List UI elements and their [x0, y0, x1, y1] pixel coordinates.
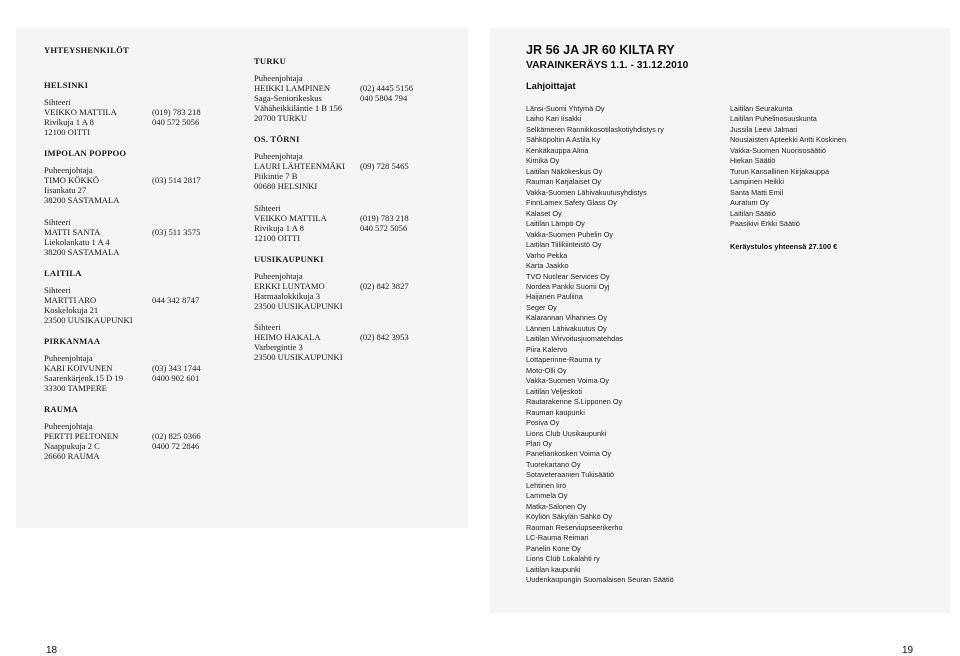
contact-line-text: Naappukuja 2 C — [44, 440, 100, 451]
section-title: TURKU — [254, 56, 287, 66]
contact-line-text: Varbergintie 3 — [254, 342, 303, 352]
contacts-column-1 — [44, 80, 244, 461]
donor-item: Vakka-Suomen Puhelin Oy — [526, 229, 614, 239]
donor-item: Varho Pekka — [526, 250, 568, 260]
title-spacer — [254, 264, 454, 271]
contact-line — [44, 185, 244, 195]
contact-line-text: VEIKKO MATTILA — [254, 212, 327, 223]
contact-line — [254, 171, 454, 181]
title-spacer — [44, 278, 244, 285]
contact-line — [44, 107, 244, 117]
donor-item: Plari Oy — [526, 439, 552, 448]
donor-item: Kalaset Oy — [526, 208, 562, 218]
contact-phone: 0400 72 2846 — [152, 440, 200, 451]
contact-line-text: HEIMO HAKALA — [254, 332, 321, 342]
contact-phone: (019) 783 218 — [152, 107, 201, 117]
contact-line-text: TIMO KÖKKÖ — [44, 175, 100, 185]
contact-line — [254, 301, 454, 311]
contact-section — [44, 148, 244, 257]
contact-line-text: 23500 UUSIKAUPUNKI — [254, 352, 343, 362]
contact-line-text: Koskelokuja 21 — [44, 304, 99, 315]
contact-block — [254, 271, 454, 311]
section-spacer — [44, 257, 244, 268]
contact-phone: (09) 728 5465 — [360, 161, 409, 171]
contact-line-text: 38200 SASTAMALA — [44, 246, 120, 257]
donor-item: Selkämeren Rannikkosotilaskotiyhdistys ry — [526, 124, 664, 134]
contact-line — [44, 237, 244, 247]
donor-item: Moto-Olli Oy — [526, 365, 567, 375]
contact-line — [44, 195, 244, 205]
title-spacer — [254, 144, 454, 151]
contact-block — [44, 421, 244, 461]
section-spacer — [254, 243, 454, 254]
donor-item: Santa Matti Emil — [730, 187, 784, 197]
donor-item: Piira Kalervo — [526, 344, 568, 354]
section-spacer — [44, 325, 244, 336]
donor-item: TVO Nuclear Services Oy — [526, 271, 610, 281]
contact-role: Puheenjohtaja — [254, 73, 303, 83]
donor-item: Panelin Kone Oy — [526, 543, 581, 553]
contact-phone: 040 572 5056 — [360, 222, 408, 233]
block-spacer — [44, 205, 244, 217]
donor-item: Laitilan Säätiö — [730, 208, 776, 218]
block-spacer — [254, 191, 454, 203]
contact-line — [254, 161, 454, 171]
contact-line — [254, 213, 454, 223]
contact-line-text: 38200 SASTAMALA — [44, 195, 120, 205]
contact-block — [44, 97, 244, 137]
donor-item: Auratum Oy — [730, 198, 769, 208]
donor-item: Laitilan Puhelinosuuskunta — [730, 114, 817, 124]
contact-line — [44, 175, 244, 185]
contact-block — [44, 217, 244, 257]
block-spacer — [254, 311, 454, 323]
page-number-left: 18 — [46, 645, 58, 656]
contact-role: Sihteeri — [44, 284, 71, 295]
donor-item: Lions Club Lokalahti ry — [526, 554, 600, 564]
contact-line-text: 00680 HELSINKI — [254, 181, 318, 191]
contact-line — [254, 342, 454, 352]
contact-line-text: 23500 UUSIKAUPUNKI — [44, 314, 133, 325]
contacts-heading: YHTEYSHENKILÖT — [44, 45, 129, 55]
donor-item: Karta Jaakko — [526, 261, 569, 271]
contact-section — [44, 268, 244, 325]
contact-phone: (02) 825 0366 — [152, 430, 201, 441]
donor-item: Kalarannan Vihannes Oy — [526, 313, 607, 323]
contact-line-text: 12100 OITTI — [254, 232, 301, 243]
contact-line-text: Saarenkärjenk.15 D 19 — [44, 372, 123, 383]
contact-block — [44, 165, 244, 205]
donor-item: Laiho Kari Iisakki — [526, 114, 582, 124]
contact-line-text: 20700 TURKU — [254, 113, 308, 123]
contact-line — [254, 291, 454, 301]
donor-item: Laitilan kaupunki — [526, 564, 581, 574]
fundraising-total: Keräystulos yhteensä 27.100 € — [730, 242, 838, 251]
contact-phone: (03) 514 2817 — [152, 175, 201, 185]
contact-line-text: Piikintie 7 B — [254, 171, 298, 181]
contact-line-text: Vähäheikkiläntie 1 B 156 — [254, 103, 343, 113]
section-spacer — [44, 137, 244, 148]
title-spacer — [44, 158, 244, 165]
donor-item: Lehtinen Iiro — [526, 480, 567, 490]
contact-block — [254, 322, 454, 362]
donor-item: Lottaperinne-Rauma ry — [526, 355, 601, 365]
donor-item: Lions Club Uusikaupunki — [526, 428, 607, 438]
donor-item: Laitilan Veljeskoti — [526, 386, 582, 396]
contact-section — [44, 80, 244, 137]
donor-item: Vakka-Suomen Nuorisosäätiö — [730, 145, 826, 155]
donor-item: FinnLamex Safety Glass Oy — [526, 198, 617, 208]
donor-item: Rauman kaupunki — [526, 407, 585, 417]
contact-line — [44, 363, 244, 373]
donors-heading: Lahjoittajat — [526, 81, 576, 91]
contact-line-text: HEIKKI LAMPINEN — [254, 83, 331, 93]
donor-item: Laitilan Näkökeskus Oy — [526, 166, 603, 176]
fundraising-subtitle: VARAINKERÄYS 1.1. - 31.12.2010 — [526, 60, 689, 71]
donor-item: Sotaveteraanien Tukisäätiö — [526, 470, 615, 480]
contact-block — [44, 353, 244, 393]
contact-line — [44, 295, 244, 305]
contact-line — [44, 451, 244, 461]
contact-line — [44, 315, 244, 325]
contact-line — [44, 247, 244, 257]
contact-line — [44, 305, 244, 315]
contact-line-text: 23500 UUSIKAUPUNKI — [254, 300, 343, 311]
contact-role: Sihteeri — [44, 216, 71, 227]
donor-item: Laitilan Seurakunta — [730, 104, 793, 113]
donor-item: Lännen Lähivakuutus Oy — [526, 323, 607, 333]
contact-section — [254, 56, 454, 123]
donor-item: Lammela Oy — [526, 491, 568, 501]
contact-line — [254, 352, 454, 362]
contact-phone: 040 5804 794 — [360, 93, 408, 103]
contact-line-text: Saga-Seniorikeskus — [254, 93, 322, 103]
donor-item: Laitilan Lämpö Oy — [526, 219, 585, 229]
donor-item: Kenkäkauppa Alina — [526, 145, 589, 155]
donor-item: Paneliankosken Voima Oy — [526, 449, 612, 459]
contact-line — [254, 113, 454, 123]
donor-item: Rauman Karjalaiset Oy — [526, 177, 602, 187]
contact-line-text: Rivikuja 1 A 8 — [44, 117, 94, 127]
donor-item: Kimika Oy — [526, 156, 560, 166]
contact-role: Sihteeri — [254, 322, 281, 332]
contact-line — [254, 103, 454, 113]
contact-line — [44, 117, 244, 127]
contact-block — [44, 285, 244, 325]
donor-item: Sähköpoltin A Astila Ky — [526, 135, 601, 145]
donor-item: Nousiaisten Apteekki Antti Koskinen — [730, 135, 847, 145]
contact-line-text: 12100 OITTI — [44, 127, 91, 137]
donor-item: Jussila Leevi Jalmari — [730, 124, 798, 134]
contact-line-text: VEIKKO MATTILA — [44, 107, 117, 117]
contact-line-text: Harmaalokkikuja 3 — [254, 290, 321, 301]
contact-line-text: 33300 TAMPERE — [44, 382, 107, 393]
section-title: HELSINKI — [44, 80, 89, 90]
section-title: IMPOLAN POPPOO — [44, 148, 127, 158]
contact-role: Puheenjohtaja — [44, 165, 93, 175]
contact-section — [44, 404, 244, 461]
donor-item: Vakka-Suomen Lähivakuutusyhdistys — [526, 187, 647, 197]
contact-line — [44, 431, 244, 441]
contact-phone: (03) 343 1744 — [152, 362, 201, 373]
title-spacer — [44, 346, 244, 353]
contact-phone: (02) 842 3827 — [360, 280, 409, 291]
contact-line — [254, 332, 454, 342]
title-spacer — [44, 414, 244, 421]
donor-item: Vakka-Suomen Voima Oy — [526, 376, 610, 386]
contact-section — [44, 336, 244, 393]
contact-line-text: ERKKI LUNTAMO — [254, 280, 325, 291]
contact-line-text: KARI KOIVUNEN — [44, 362, 113, 373]
donor-item: Uudenkaupungin Suomalaisen Seuran Säätiö — [526, 575, 674, 585]
page-number-right: 19 — [902, 645, 914, 656]
section-title: OS. TÖRNI — [254, 134, 300, 144]
contact-line-text: 26660 RAUMA — [44, 450, 100, 461]
donor-item: Matka-Salonen Oy — [526, 501, 587, 511]
contact-phone: (02) 842 3953 — [360, 332, 409, 342]
contact-line — [254, 83, 454, 93]
contact-phone: (03) 511 3575 — [152, 226, 201, 237]
contact-section — [254, 254, 454, 363]
contact-phone: 044 342 8747 — [152, 294, 200, 305]
donor-item: LC-Rauma Reimari — [526, 533, 589, 543]
donor-item: Hiekan Säätiö — [730, 156, 776, 166]
contact-line-text: Liekolankatu 1 A 4 — [44, 236, 110, 247]
contact-line — [254, 281, 454, 291]
donor-list-column-2 — [730, 104, 846, 230]
contact-line — [254, 223, 454, 233]
donor-list-column-1 — [526, 104, 674, 586]
contact-phone: 0400 902 601 — [152, 372, 200, 383]
title-spacer — [254, 66, 454, 73]
contact-line-text: LAURI LÄHTEENMÄKI — [254, 161, 345, 171]
contact-line — [44, 373, 244, 383]
donor-item: Tuorekartano Oy — [526, 459, 581, 469]
contact-block — [254, 151, 454, 191]
donor-item: Turun Kansallinen Kirjakauppa — [730, 166, 830, 176]
donor-item: Rauman Reserviupseerikerho — [526, 522, 623, 532]
contact-role: Sihteeri — [254, 202, 281, 213]
contact-role: Puheenjohtaja — [254, 270, 303, 281]
donor-item: Posiva Oy — [526, 418, 560, 428]
contact-phone: (02) 4445 5156 — [360, 83, 413, 93]
donor-item: Länsi-Suomi Yhtymä Oy — [526, 104, 605, 113]
donor-item: Köyliön Säkylän Sähkö Oy — [526, 512, 612, 522]
contact-phone: 040 572 5056 — [152, 117, 200, 127]
contact-phone: (019) 783 218 — [360, 212, 409, 223]
donor-item: Laitilan Tiilikiinteistö Oy — [526, 240, 602, 250]
donor-item: Haijanen Pauliina — [526, 292, 583, 302]
contact-line — [44, 441, 244, 451]
contact-line-text: MARTTI ARO — [44, 294, 97, 305]
donor-item: Paasikivi Erkki Säätiö — [730, 219, 800, 229]
contact-line-text: Iisankatu 27 — [44, 185, 87, 195]
contact-block — [254, 73, 454, 123]
contact-role: Puheenjohtaja — [44, 352, 93, 363]
title-spacer — [44, 90, 244, 97]
contact-line-text: MATTI SANTA — [44, 226, 101, 237]
section-title: PIRKANMAA — [44, 335, 101, 346]
donor-item: Lampinen Heikki — [730, 177, 784, 187]
section-spacer — [44, 393, 244, 404]
contact-line-text: PERTTI PELTONEN — [44, 430, 119, 441]
contact-role: Sihteeri — [44, 97, 71, 107]
donor-item: Laitilan Wirvoitusjuomatehdas — [526, 334, 623, 344]
contact-block — [254, 203, 454, 243]
club-title: JR 56 JA JR 60 KILTA RY — [526, 43, 675, 57]
contact-line — [44, 127, 244, 137]
donor-item: Rautarakenne S.Lipponen Oy — [526, 397, 623, 407]
contacts-column-2 — [254, 56, 454, 362]
section-title: UUSIKAUPUNKI — [254, 253, 324, 264]
contact-line — [254, 93, 454, 103]
contact-line — [254, 181, 454, 191]
contact-role: Puheenjohtaja — [44, 420, 93, 431]
section-title: RAUMA — [44, 403, 78, 414]
contact-role: Puheenjohtaja — [254, 151, 303, 161]
contact-line — [44, 383, 244, 393]
donor-item: Seger Oy — [526, 302, 557, 312]
contact-line-text: Rivikuja 1 A 8 — [254, 222, 304, 233]
contact-line — [254, 233, 454, 243]
contact-line — [44, 227, 244, 237]
section-spacer — [254, 123, 454, 134]
contact-section — [254, 134, 454, 243]
section-title: LAITILA — [44, 267, 82, 278]
donor-item: Nordea Pankki Suomi Oyj — [526, 281, 610, 291]
